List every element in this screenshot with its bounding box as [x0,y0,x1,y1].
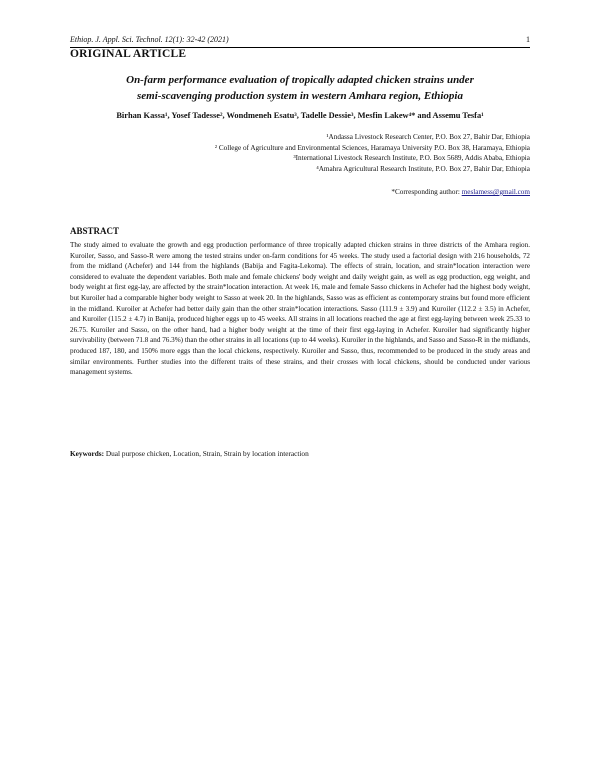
author-list: Birhan Kassa¹, Yosef Tadesse², Wondmeneh Esatu³, Tadelle Dessie³, Mesfin Lakew⁴* and Assemu Tesfa¹ [116,111,484,120]
running-header [70,35,530,44]
affiliation-3: ³International Livestock Research Institute, P.O. Box 5689, Addis Ababa, Ethiopia [293,154,530,163]
abstract-heading: ABSTRACT [70,226,120,236]
corresponding-author [70,188,530,196]
affiliation-4: ⁴Amahra Agricultural Research Institute, P.O. Box 27, Bahir Dar, Ethiopia [316,164,530,173]
keywords-text: Dual purpose chicken, Location, Strain, Strain by location interaction [105,449,309,458]
page-number: 1 [526,35,530,44]
corresponding-label: *Corresponding author: [391,188,462,196]
keywords [70,449,530,458]
title-line-1: On-farm performance evaluation of tropically adapted chicken strains under [126,74,474,86]
abstract-text: The study aimed to evaluate the growth and egg production performance of three tropically adapted chicken strains in three districts of the Amhara region. Kuroiler, Sasso, and Sasso-R were among the tested strains under on-farm conditions for 45 weeks. The study used a factorial design with 216 households, 72 from the midland (Achefer) and 144 from the highlands (Babija and Fagita-Lekoma). The effects of strain, location, and strain*location interaction were considered to evaluate the dependent variables. Both male and female chickens' body weight and daily weight gain, as well as egg production, egg weight, and body weight at first egg-lay, are affected by the strain*location interaction. At week 16, male and female Sasso chickens in Achefer had the highest body weight, but Kuroiler had a comparable higher body weight to Sasso at week 20. In the highlands, Sasso was as efficient as contemporary strains but found more efficient in the midland. Kuroiler at Achefer had better daily gain than the other strain*location interactions. Sasso (111.9 ± 3.9) and Kuroiler (112.2 ± 3.5) in Achefer, and Kuroiler (115.2 ± 4.7) in Banija, produced higher eggs up to 45 weeks. All strains in all locations reached the age at first egg-laying between week 25.33 to 26.75. Kuroiler and Sasso, on the other hand, had a higher body weight at the time of their first egg-laying in Achefer. Kuroiler had significantly higher survivability (between 71.8 and 76.3%) than the other strains in all locations (up to 44 weeks). Kuroiler in the highlands, and Sasso and Sasso-R in the midlands, produced 187, 180, and 150% more eggs than the local chickens, respectively. Kuroiler and Sasso, thus, recommended to be produced in the study areas and similar environments. Further studies into the different traits of these strains, and their crosses with local chickens, should be conducted under various management systems. [70,241,530,377]
affiliations [70,132,530,174]
affiliation-2: ² College of Agriculture and Environmental Sciences, Haramaya University P.O. Box 38, Haramaya, Ethiopia [214,143,530,152]
keywords-label: Keywords: [70,449,106,458]
title-line-2: semi-scavenging production system in western Amhara region, Ethiopia [137,90,463,102]
affiliation-1: ¹Andassa Livestock Research Center, P.O. Box 27, Bahir Dar, Ethiopia [326,133,530,141]
paper-title [70,72,530,104]
corresponding-email-link[interactable]: meslamess@gmail.com [461,188,530,196]
journal-citation: Ethiop. J. Appl. Sci. Technol. 12(1): 32-42 (2021) [70,35,229,44]
article-type: ORIGINAL ARTICLE [70,48,187,60]
